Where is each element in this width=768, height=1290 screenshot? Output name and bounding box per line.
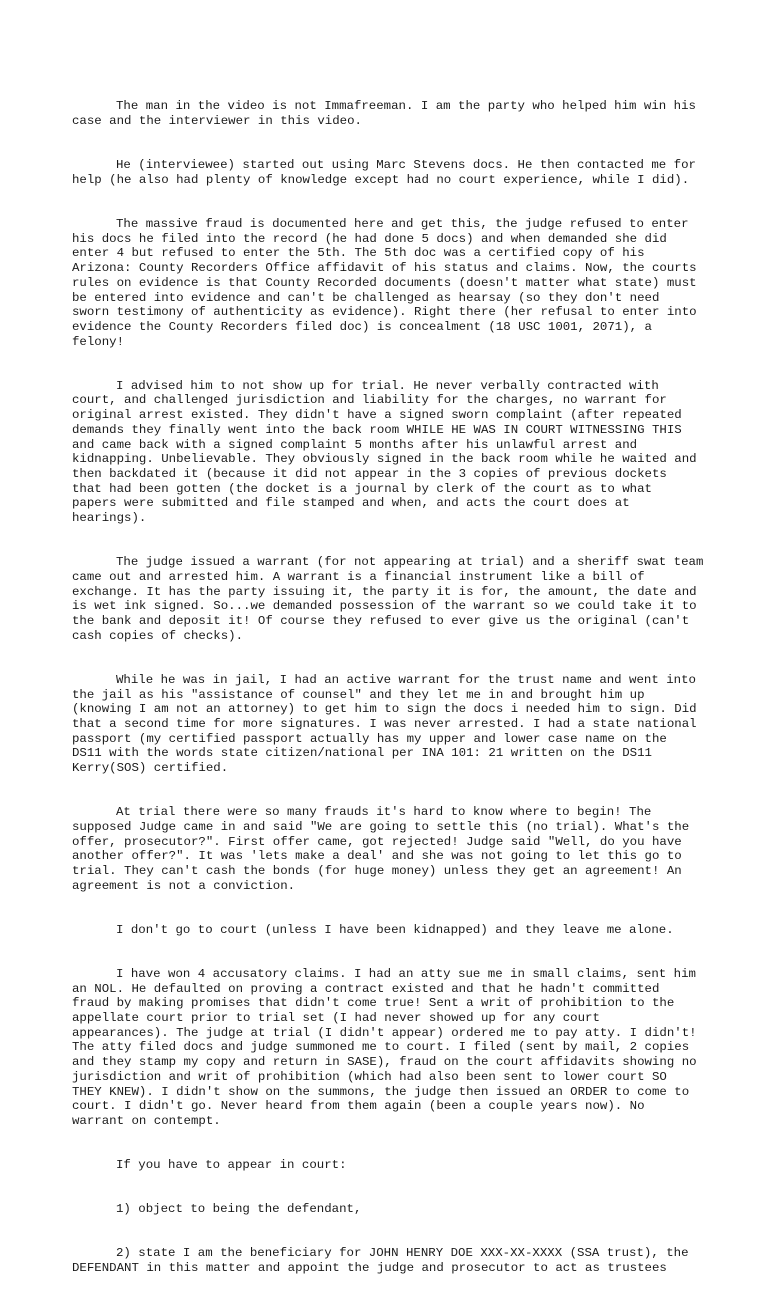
- list-item-1: 1) object to being the defendant,: [116, 1202, 362, 1217]
- paragraph-1: The man in the video is not Immafreeman. I am the party who helped him win his case and the interviewer in this video.: [72, 99, 704, 129]
- paragraph-3: The massive fraud is documented here and get this, the judge refused to enter his docs he filed into the record (he had done 5 docs) and when demanded she did enter 4 but refused to enter the 5th. The 5th doc was a certified copy of his Arizona: County Recorders Office affidavit of his status and claims. Now, the courts rules on evidence is that County Recorded documents (doesn't matter what state) must be entered into evidence and can't be challenged as hearsay (so they don't need sworn testimony of authenticity as evidence). Right there (her refusal to enter into evidence the County Recorders filed doc) is concealment (18 USC 1001, 2071), a felony!: [72, 217, 705, 349]
- paragraph-9: I have won 4 accusatory claims. I had an atty sue me in small claims, sent him an NOL. He defaulted on proving a contract existed and that he hadn't committed fraud by making promises that didn't come true! Sent a writ of prohibition to the appellate court prior to trial set (I had never showed up for any court appearances). The judge at trial (I didn't appear) ordered me to pay atty. I didn't! The atty filed docs and judge summoned me to court. I filed (sent by mail, 2 copies and they stamp my copy and return in SASE), fraud on the court affidavits showing no jurisdiction and writ of prohibition (which had also been sent to lower court SO THEY KNEW). I didn't show on the summons, the judge then issued an ORDER to come to court. I didn't go. Never heard from them again (been a couple years now). No warrant on contempt.: [72, 966, 705, 1128]
- list-item-2: 2) state I am the beneficiary for JOHN HENRY DOE XXX-XX-XXXX (SSA trust), the DEFENDANT in this matter and appoint the judge and prosecutor to act as trustees: [72, 1246, 696, 1275]
- document-body: [72, 70, 711, 1290]
- paragraph-7: At trial there were so many frauds it's hard to know where to begin! The supposed Judge came in and said "We are going to settle this (no trial). What's the offer, prosecutor?". First offer came, got rejected! Judge said "Well, do you have another offer?". It was 'lets make a deal' and she was not going to let this go to trial. They can't cash the bonds (for huge money) unless they get an agreement! An agreement is not a conviction.: [72, 805, 697, 893]
- paragraph-6: While he was in jail, I had an active warrant for the trust name and went into the jail as his "assistance of counsel" and they let me in and brought him up (knowing I am not an attorney) to get him to sign the docs i needed him to sign. Did that a second time for more signatures. I was never arrested. I had a state national passport (my certified passport actually has my upper and lower case name on the DS11 with the words state citizen/national per INA 101: 21 written on the DS11 Kerry(SOS) certified.: [72, 672, 705, 776]
- paragraph-8: I don't go to court (unless I have been kidnapped) and they leave me alone.: [116, 922, 674, 937]
- paragraph-4: I advised him to not show up for trial. He never verbally contracted with court, and challenged jurisdiction and liability for the charges, no warrant for original arrest existed. They didn't have a signed sworn complaint (after repeated demands they finally went into the back room WHILE HE WAS IN COURT WITNESSING THIS and came back with a signed complaint 5 months after his unlawful arrest and kidnapping. Unbelievable. They obviously signed in the back room while he waited and then backdated it (because it did not appear in the 3 copies of previous dockets that had been gotten (the docket is a journal by clerk of the court as to what papers were submitted and file stamped and when, and acts the court does at hearings).: [72, 378, 705, 526]
- paragraph-5: The judge issued a warrant (for not appearing at trial) and a sheriff swat team came out and arrested him. A warrant is a financial instrument like a bill of exchange. It has the party issuing it, the party it is for, the amount, the date and is wet ink signed. So...we demanded possession of the warrant so we could take it to the bank and deposit it! Of course they refused to ever give us the original (can't cash copies of checks).: [72, 555, 711, 643]
- paragraph-2: He (interviewee) started out using Marc Stevens docs. He then contacted me for help (he also had plenty of knowledge except had no court experience, while I did).: [72, 158, 704, 187]
- paragraph-10: If you have to appear in court:: [116, 1158, 347, 1173]
